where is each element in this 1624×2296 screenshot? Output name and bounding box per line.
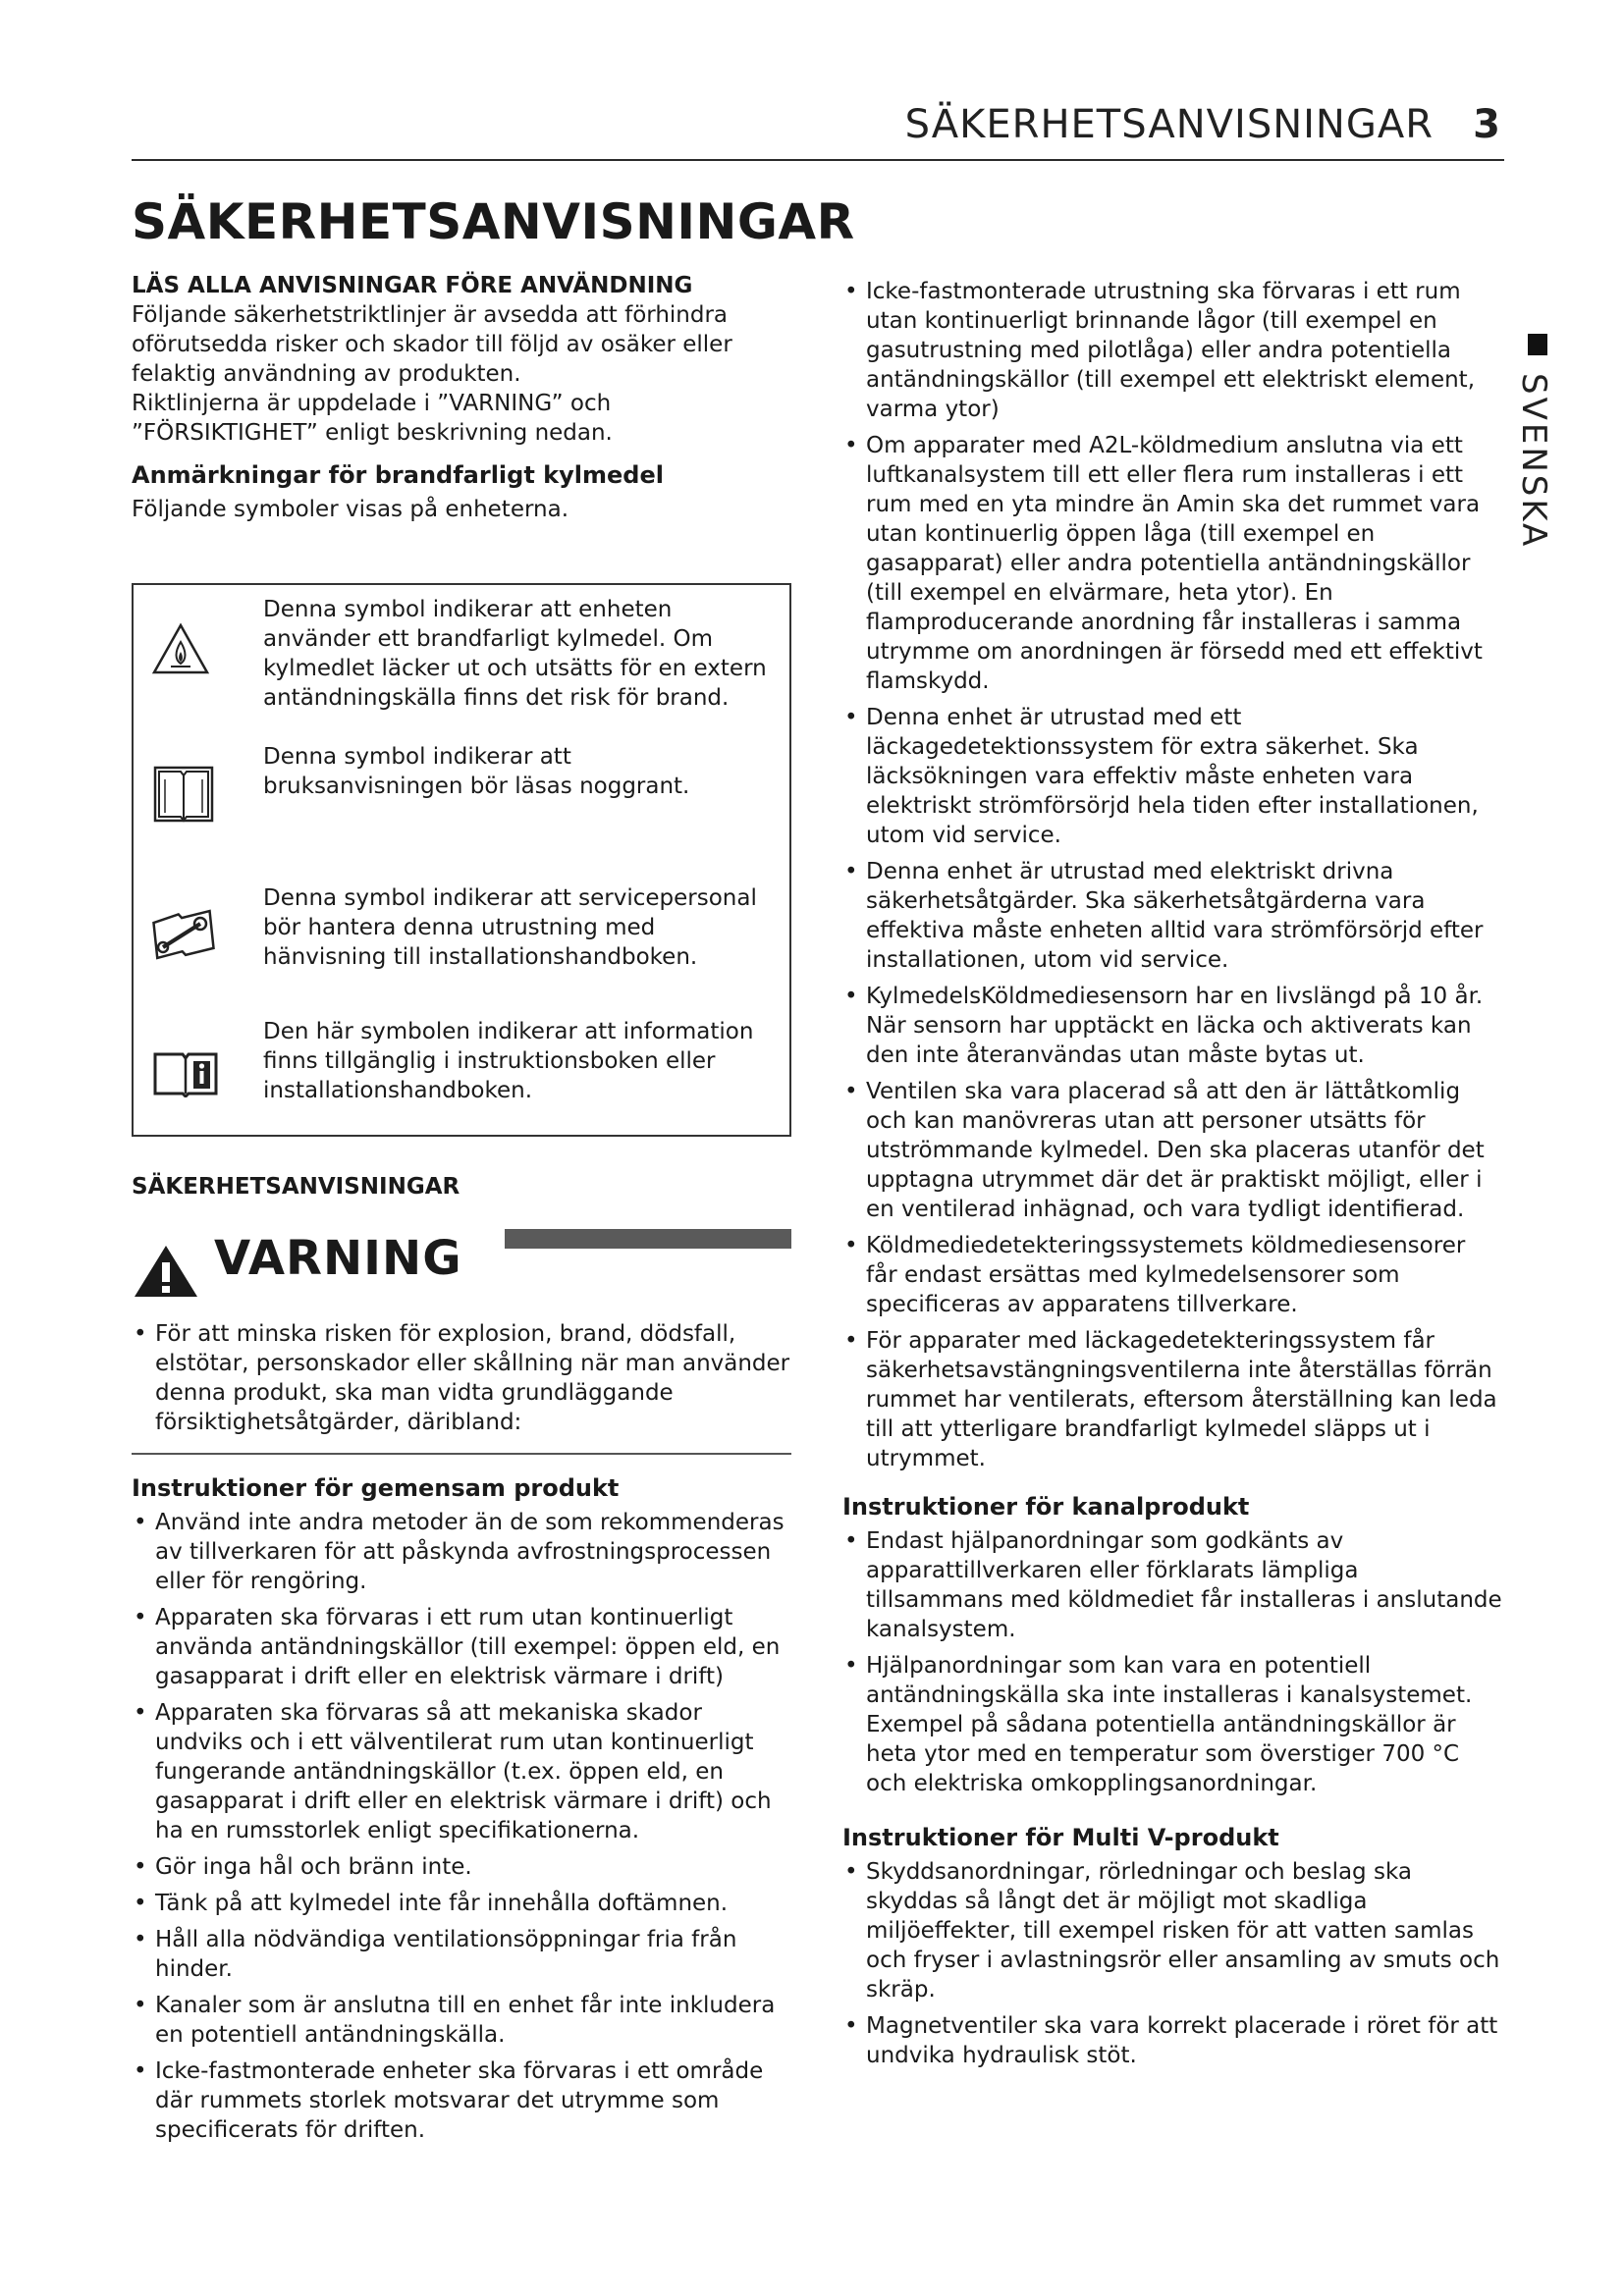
warning-bar: [505, 1229, 791, 1249]
list-item: • Apparaten ska förvaras så att mekaniska skador undviks och i ett välventilerat rum utan kontinuerligt fungerande antändningskällor (t.ex. öppen eld, en gasapparat i drift eller en elektrisk värmare i drift) och ha en rumsstorlek enligt specifikationerna.: [134, 1699, 772, 1843]
symbol-row: [151, 883, 772, 978]
multiv-instructions-list: [842, 1857, 1502, 2070]
duct-instructions-list: [842, 1526, 1502, 1798]
list-item: • KylmedelsKöldmediesensorn har en livslängd på 10 år. När sensorn har upptäckt en läcka och aktiverats kan den inte återanvändas utan måste bytas ut.: [844, 984, 1484, 1068]
duct-instructions-heading: Instruktioner för kanalprodukt: [842, 1493, 1250, 1521]
symbol-description: Denna symbol indikerar att enheten använder ett brandfarligt kylmedel. Om kylmedlet läcker ut och utsätts för en extern antändningskälla finns det risk för brand.: [263, 596, 767, 711]
section-divider: [132, 1453, 791, 1455]
page-title: SÄKERHETSANVISNINGAR: [132, 193, 855, 250]
list-item: • Hjälpanordningar som kan vara en potentiell antändningskälla ska inte installeras i kanalsystemet. Exempel på sådana potentiella antändningskällor är heta ytor med en temperatur som överstiger 700 °C och elektriska omkopplingsanordningar.: [844, 1653, 1473, 1796]
list-item: • Skyddsanordningar, rörledningar och beslag ska skyddas så långt det är möjligt mot skadliga miljöeffekter, till exempel risken för att vatten samlas och fryser i avlastningsrör eller ansamling av smuts och skräp.: [844, 1859, 1500, 2002]
symbol-row: [151, 595, 772, 713]
symbol-legend-box: [132, 583, 791, 1137]
warning-header: [132, 1217, 791, 1296]
list-item: • Apparaten ska förvaras i ett rum utan kontinuerligt använda antändningskällor (till exempel: öppen eld, en gasapparat i drift eller en elektrisk värmare i drift): [134, 1604, 781, 1689]
symbol-row: [151, 1017, 772, 1117]
list-item: • Använd inte andra metoder än de som rekommenderas av tillverkaren för att påskynda avfrostningsprocessen eller för rengöring.: [134, 1509, 785, 1594]
side-tab-language: SVENSKA: [1514, 373, 1553, 550]
list-item: • Denna enhet är utrustad med elektriskt drivna säkerhetsåtgärder. Ska säkerhetsåtgärderna vara effektiva måste enheten alltid vara strömförsörjd efter installationen, utom vid service.: [844, 859, 1484, 973]
warning-title: VARNING: [214, 1230, 462, 1286]
symbol-row: [151, 742, 772, 838]
list-item: • Ventilen ska vara placerad så att den är lättåtkomlig och kan manövreras utan att personer utsätts för utströmmande kylmedel. Den ska placeras utanför det upptagna utrymmet där det är praktiskt möjligt, eller i en ventilerad inhägnad, och vara tydligt identifierad.: [844, 1079, 1485, 1222]
refrigerant-instructions-list: [842, 277, 1502, 1473]
running-header-title: SÄKERHETSANVISNINGAR: [904, 102, 1434, 147]
multiv-instructions-heading: Instruktioner för Multi V-produkt: [842, 1824, 1279, 1851]
intro-paragraph-2: Riktlinjerna är uppdelade i ”VARNING” och ”FÖRSIKTIGHET” enligt beskrivning nedan.: [132, 390, 613, 446]
service-manual-icon: [151, 889, 249, 978]
symbol-description: Denna symbol indikerar att servicepersonal bör hantera denna utrustning med hänvisning till installationshandboken.: [263, 884, 757, 970]
safety-section-label: SÄKERHETSANVISNINGAR: [132, 1173, 460, 1200]
list-item: • Kanaler som är anslutna till en enhet får inte inkludera en potentiell antändningskälla.: [134, 1992, 776, 2048]
warning-list: [132, 1319, 791, 1437]
list-item: • Tänk på att kylmedel inte får innehålla doftämnen.: [134, 1890, 729, 1916]
page-number: 3: [1473, 102, 1500, 147]
symbols-intro: Följande symboler visas på enheterna.: [132, 496, 569, 522]
intro-paragraph-1: Följande säkerhetstriktlinjer är avsedda att förhindra oförutsedda risker och skador till följd av osäker eller felaktig användning av produkten.: [132, 301, 732, 387]
list-item: • Om apparater med A2L-köldmedium anslutna via ett luftkanalsystem till ett eller flera rum installeras i ett rum med en yta mindre än Amin ska det rummet vara utan kontinuerlig öppen låga (till exempel en gasapparat) eller andra potentiella antändningskällor (till exempel en elvärmare, heta ytor). En flamproducerande anordning får installeras i samma utrymme om anordningen är försedd med ett effektivt flamskydd.: [844, 433, 1483, 694]
symbol-description: Denna symbol indikerar att bruksanvisningen bör läsas noggrant.: [263, 743, 690, 799]
list-item: • Köldmediedetekteringssystemets köldmediesensorer får endast ersättas med kylmedelsensorer som specificeras av apparatens tillverkare.: [844, 1233, 1466, 1317]
flammable-heading: Anmärkningar för brandfarligt kylmedel: [132, 460, 664, 489]
symbol-description: Den här symbolen indikerar att information finns tillgänglig i instruktionsboken eller installationshandboken.: [263, 1018, 754, 1103]
manual-book-icon: [151, 750, 249, 838]
side-tab-marker: [1528, 334, 1547, 355]
list-item: • Icke-fastmonterade enheter ska förvaras i ett område där rummets storlek motsvarar det utrymme som specificerats för driften.: [134, 2057, 764, 2143]
left-column: [132, 193, 855, 2152]
common-instructions-heading: Instruktioner för gemensam produkt: [132, 1473, 620, 1502]
right-column: [842, 277, 1502, 2077]
flammable-warning-icon: [151, 605, 249, 693]
running-header: [132, 98, 1504, 161]
list-item: • Gör inga hål och bränn inte.: [134, 1853, 472, 1880]
read-all-heading: LÄS ALLA ANVISNINGAR FÖRE ANVÄNDNING: [132, 272, 693, 298]
list-item: • Endast hjälpanordningar som godkänts av apparattillverkaren eller förklarats lämpliga tillsammans med köldmediet får installeras i anslutande kanalsystem.: [844, 1528, 1502, 1642]
list-item: • För apparater med läckagedetekteringssystem får säkerhetsavstängningsventilerna inte återställas förrän rummet har ventilerats, eftersom återställning kan leda till att ytterligare brandfarligt kylmedel släpps ut i utrymmet.: [844, 1328, 1497, 1471]
list-item: • För att minska risken för explosion, brand, dödsfall, elstötar, personskador eller skållning när man använder denna produkt, ska man vidta grundläggande försiktighetsåtgärder, däribland:: [134, 1320, 790, 1435]
list-item: • Håll alla nödvändiga ventilationsöppningar fria från hinder.: [134, 1926, 737, 1982]
info-book-icon: [151, 1029, 249, 1117]
list-item: • Icke-fastmonterade utrustning ska förvaras i ett rum utan kontinuerligt brinnande lågor (till exempel en gasutrustning med pilotlåga) eller andra potentiella antändningskällor (till exempel ett elektriskt element, varma ytor): [844, 279, 1476, 422]
warning-triangle-icon: [132, 1243, 200, 1304]
list-item: • Magnetventiler ska vara korrekt placerade i röret för att undvika hydraulisk stöt.: [844, 2013, 1498, 2068]
common-instructions-list: [132, 1508, 791, 2145]
list-item: • Denna enhet är utrustad med ett läckagedetektionssystem för extra säkerhet. Ska läcksökningen vara effektiv måste enheten vara elektriskt strömförsörjd hela tiden efter installationen, utom vid service.: [844, 705, 1479, 848]
